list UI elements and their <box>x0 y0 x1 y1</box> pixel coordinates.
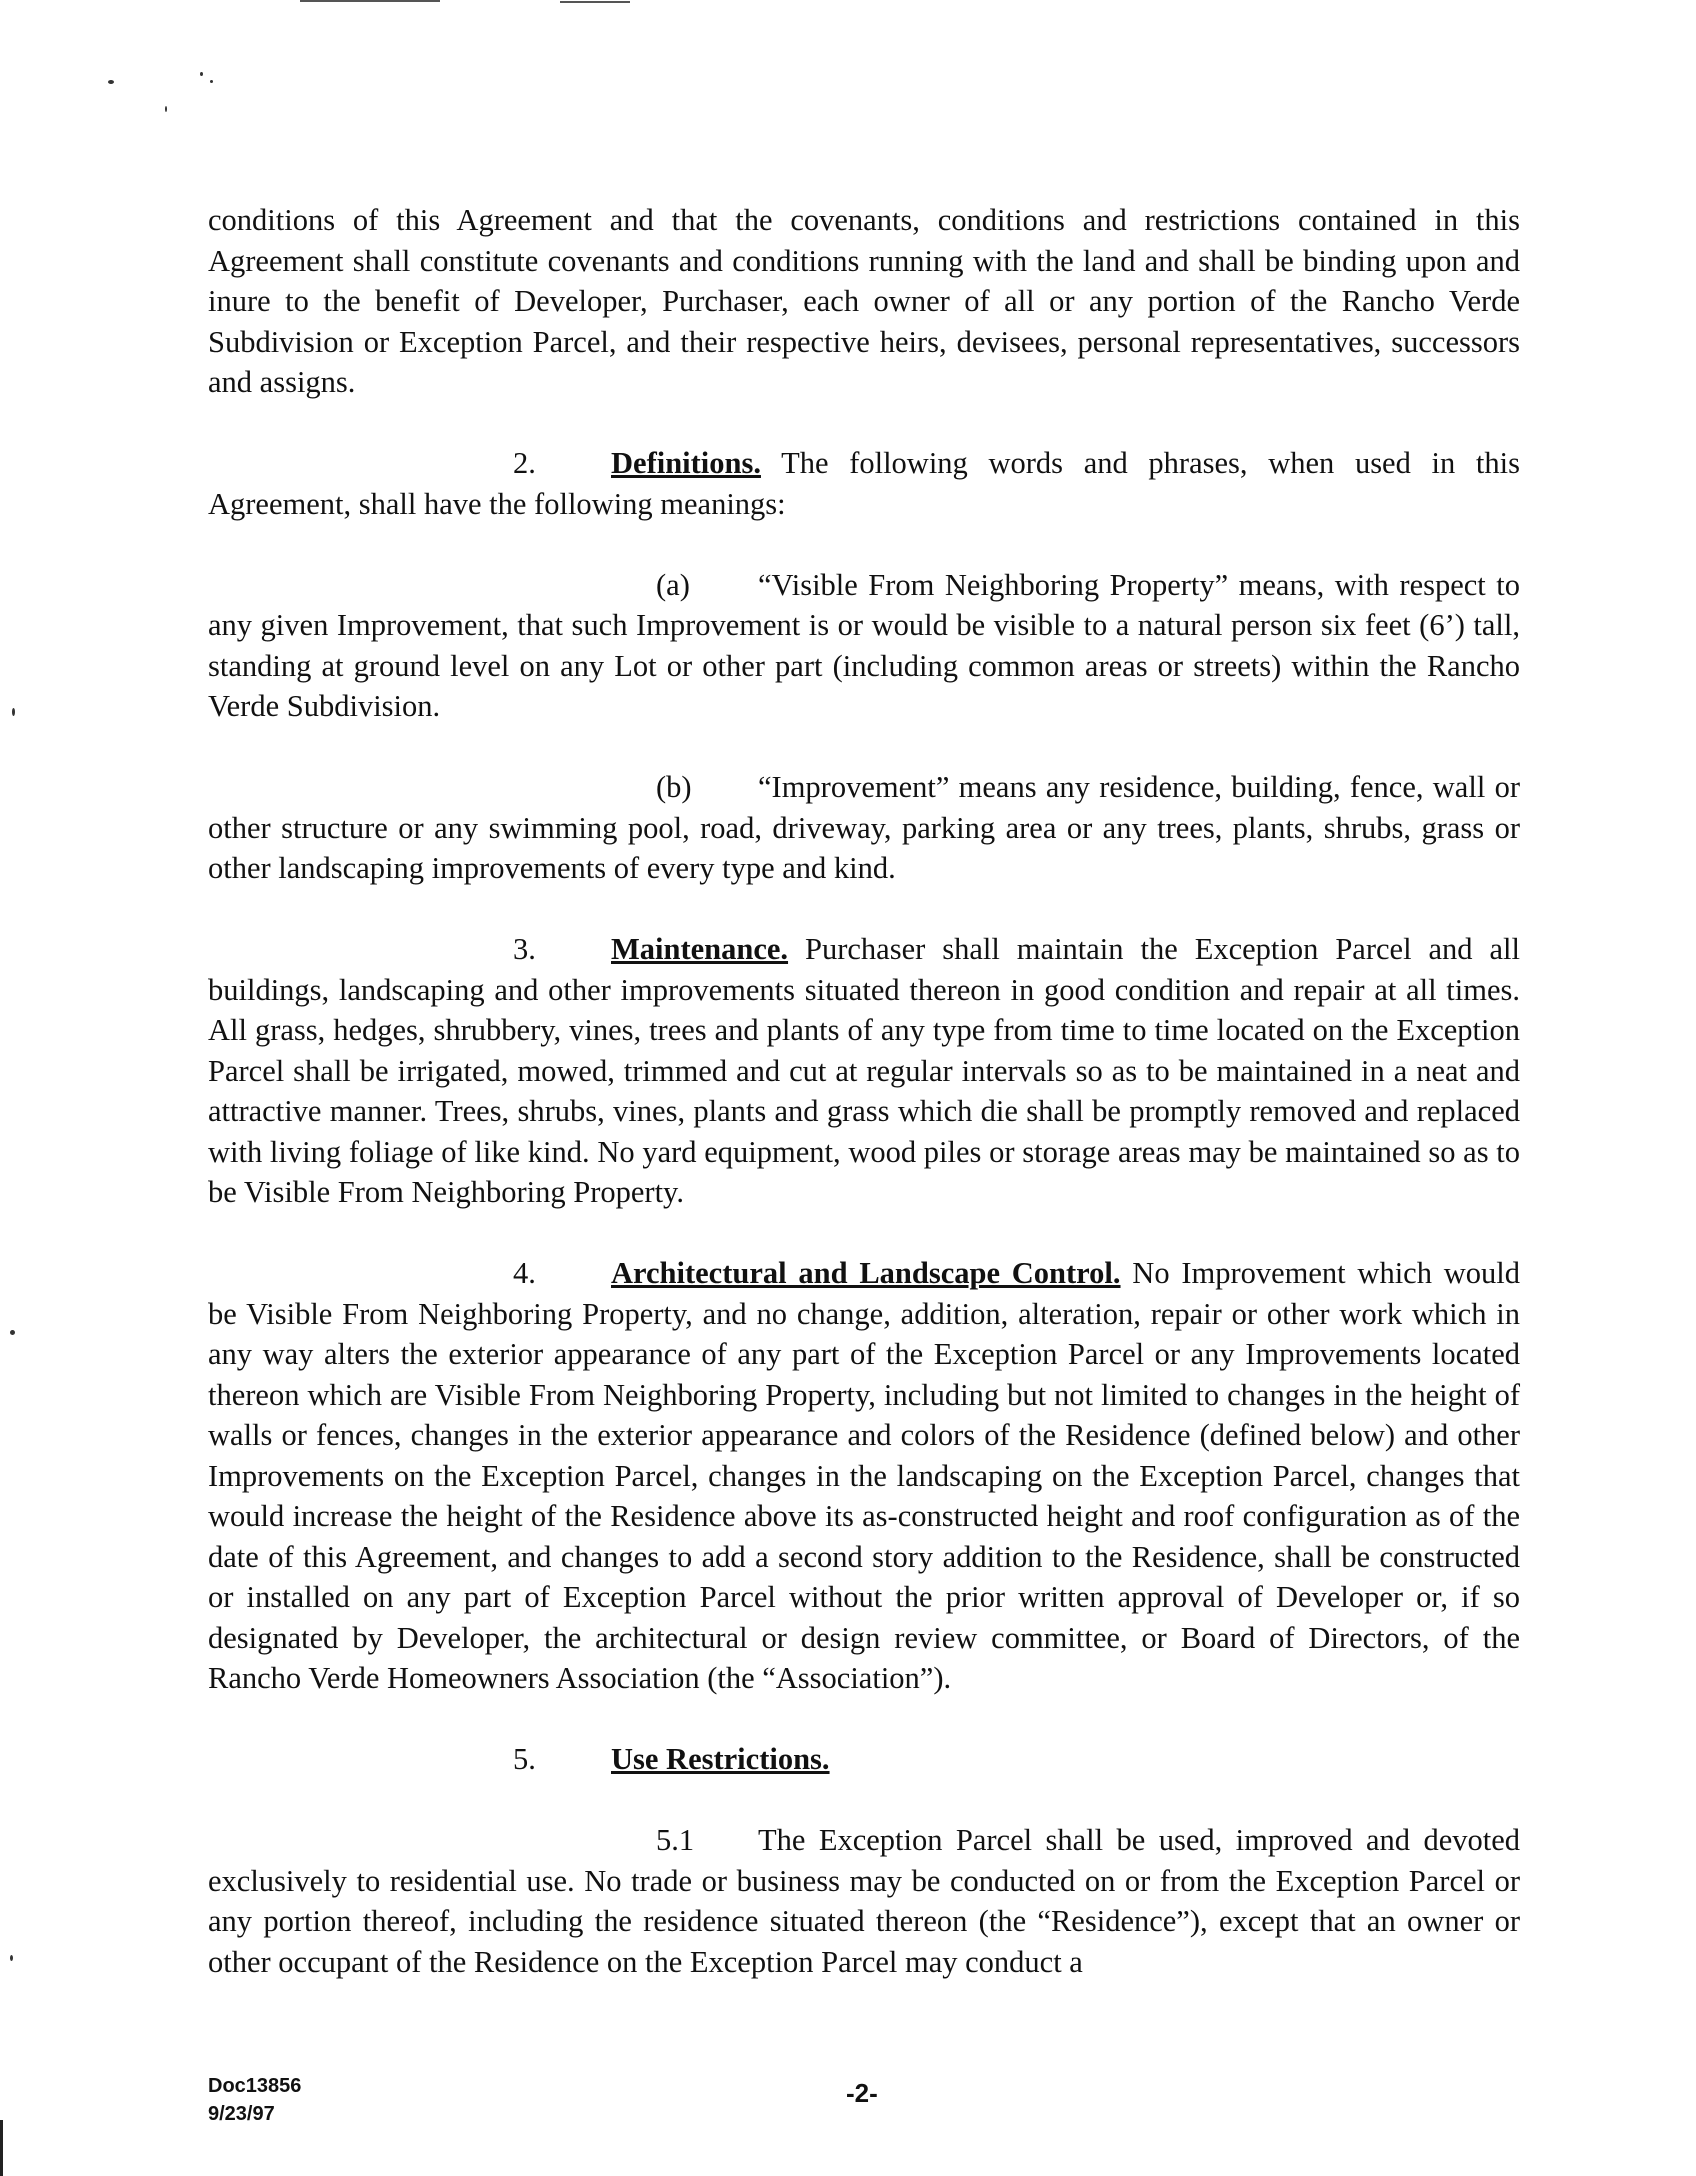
footer-doc-id: Doc13856 <box>208 2075 302 2097</box>
subsection-label: (a) <box>656 567 690 602</box>
footer-doc-info <box>208 2072 301 2128</box>
section-number: 3. <box>513 932 536 966</box>
subsection-label: (b) <box>656 770 692 804</box>
body-text <box>208 200 1520 1982</box>
page-number: -2- <box>846 2078 878 2108</box>
section-number: 4. <box>513 1256 536 1290</box>
subsection-text: “Improvement” means any residence, building, fence, wall or other structure or any swimming pool, road, driveway, parking area or any trees, plants, shrubs, grass or other landscaping improvements of every type and kind. <box>208 770 1520 885</box>
section-heading: Maintenance. <box>611 932 789 966</box>
scan-edge-mark <box>560 1 630 3</box>
subsection-5-1 <box>208 1820 1520 1982</box>
footer-date: 9/23/97 <box>208 2103 275 2125</box>
section-text: Purchaser shall maintain the Exception Parcel and all buildings, landscaping and other improvements situated thereon in good condition and repair at all times. All grass, hedges, shrubbery, vines, trees and plants of any type from time to time located on the Exception Parcel shall be irrigated, mowed, trimmed and cut at regular intervals so as to be maintained in a neat and attractive manner. Trees, shrubs, vines, plants and grass which die shall be promptly removed and replaced with living foliage of like kind. No yard equipment, wood piles or storage areas may be maintained so as to be Visible From Neighboring Property. <box>208 932 1520 1209</box>
paragraph-continuation <box>208 200 1520 403</box>
subsection-text: The Exception Parcel shall be used, improved and devoted exclusively to residential use. No trade or business may be conducted on or from the Exception Parcel or any portion thereof, including the residence situated thereon (the “Residence”), except that an owner or other occupant of the Residence on the Exception Parcel may conduct a <box>208 1823 1520 1979</box>
section-4-architectural-control <box>208 1253 1520 1699</box>
subsection-label: 5.1 <box>656 1823 695 1857</box>
section-number: 2. <box>513 446 536 480</box>
scan-speck <box>10 1955 13 1961</box>
section-2-definitions <box>208 443 1520 524</box>
section-5-use-restrictions <box>208 1739 1520 1780</box>
scan-speck <box>200 72 203 76</box>
scan-edge-mark <box>300 0 440 2</box>
scan-speck <box>108 80 114 84</box>
section-3-maintenance <box>208 929 1520 1213</box>
scan-speck <box>165 106 167 112</box>
section-text: No Improvement which would be Visible From Neighboring Property, and no change, addition, alteration, repair or other work which in any way alters the exterior appearance of any part of the Exception Parcel or any Improvements located thereon which are Visible From Neighboring Property, including but not limited to changes in the height of walls or fences, changes in the exterior appearance and colors of the Residence (defined below) and other Improvements on the Exception Parcel, changes in the landscaping on the Exception Parcel, changes that would increase the height of the Residence above its as-constructed height and roof configuration as of the date of this Agreement, and changes to add a second story addition to the Residence, shall be constructed or installed on any part of Exception Parcel without the prior written approval of Developer or, if so designated by Developer, the architectural or design review committee, or Board of Directors, of the Rancho Verde Homeowners Association (the “Association”). <box>208 1256 1520 1695</box>
section-heading: Architectural and Landscape Control. <box>611 1256 1121 1290</box>
subsection-2b <box>208 767 1520 889</box>
section-text: The following words and phrases, when used in this Agreement, shall have the following meanings: <box>208 446 1520 521</box>
scan-speck <box>10 1330 15 1335</box>
subsection-text: “Visible From Neighboring Property” means, with respect to any given Improvement, that such Improvement is or would be visible to a natural person six feet (6’) tall, standing at ground level on any Lot or other part (including common areas or streets) within the Rancho Verde Subdivision. <box>208 567 1520 723</box>
section-heading: Definitions. <box>611 446 761 480</box>
scan-edge-bar <box>0 2120 3 2176</box>
paragraph-text: conditions of this Agreement and that the covenants, conditions and restrictions contained in this Agreement shall constitute covenants and conditions running with the land and shall be binding upon and inure to the benefit of Developer, Purchaser, each owner of all or any portion of the Rancho Verde Subdivision or Exception Parcel, and their respective heirs, devisees, personal representatives, successors and assigns. <box>208 203 1520 399</box>
section-heading: Use Restrictions. <box>611 1742 830 1776</box>
scan-speck <box>210 80 213 83</box>
section-number: 5. <box>513 1742 536 1776</box>
scan-speck <box>12 708 15 716</box>
subsection-2a <box>208 565 1520 727</box>
